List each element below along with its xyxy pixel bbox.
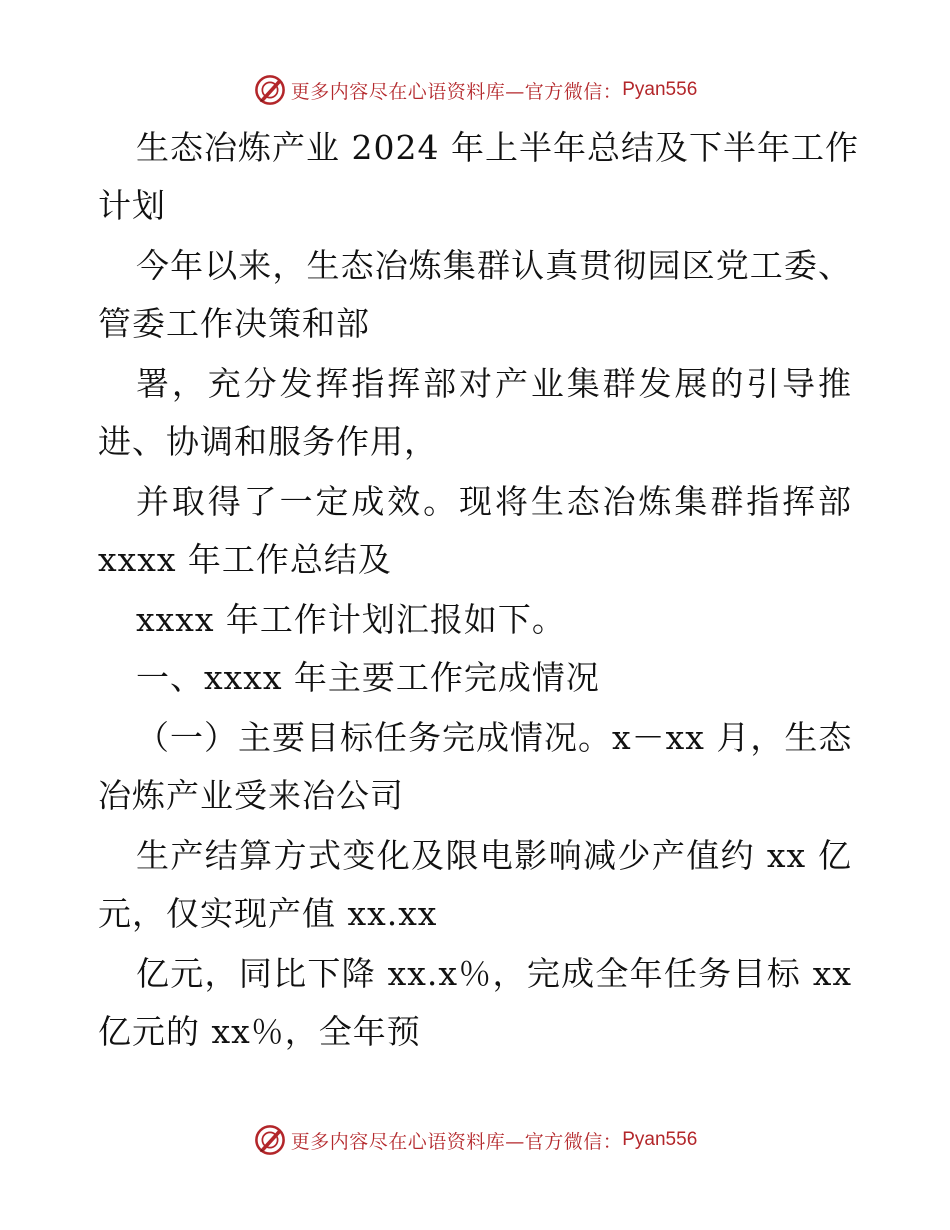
text-line: 管委工作决策和部 — [98, 304, 370, 343]
watermark-wechat-id: Pyan556 — [622, 79, 698, 100]
text-line: 今年以来，生态冶炼集群认真贯彻园区党工委、 — [136, 246, 852, 285]
text-line: 一、xxxx 年主要工作完成情况 — [136, 658, 600, 697]
pen-logo-icon — [253, 1123, 287, 1157]
pen-logo-icon — [253, 73, 287, 107]
text-line: 生产结算方式变化及限电影响减少产值约 xx 亿 — [136, 836, 852, 875]
watermark-text: 更多内容尽在心语资料库—官方微信： — [290, 80, 623, 103]
text-line: （一）主要目标任务完成情况。x－xx 月，生态 — [136, 718, 853, 757]
text-line: 亿元的 xx％，全年预 — [98, 1012, 421, 1051]
text-line: xxxx 年工作计划汇报如下。 — [136, 600, 566, 639]
text-line: xxxx 年工作总结及 — [98, 540, 392, 579]
text-line: 并取得了一定成效。现将生态冶炼集群指挥部 — [136, 482, 852, 521]
watermark-text: 更多内容尽在心语资料库—官方微信： — [290, 1130, 623, 1153]
text-line: 生态冶炼产业 2024 年上半年总结及下半年工作 — [136, 128, 859, 167]
watermark-wechat-id: Pyan556 — [622, 1129, 698, 1150]
text-line: 计划 — [98, 186, 166, 225]
text-line: 署，充分发挥指挥部对产业集群发展的引导推 — [136, 364, 852, 403]
text-line: 冶炼产业受来冶公司 — [98, 776, 404, 815]
footer-watermark-banner — [0, 1120, 950, 1160]
text-line: 进、协调和服务作用， — [98, 422, 438, 461]
text-line: 元，仅实现产值 xx.xx — [98, 894, 438, 933]
header-watermark-banner — [0, 70, 950, 110]
text-line: 亿元，同比下降 xx.x％，完成全年任务目标 xx — [136, 954, 852, 993]
